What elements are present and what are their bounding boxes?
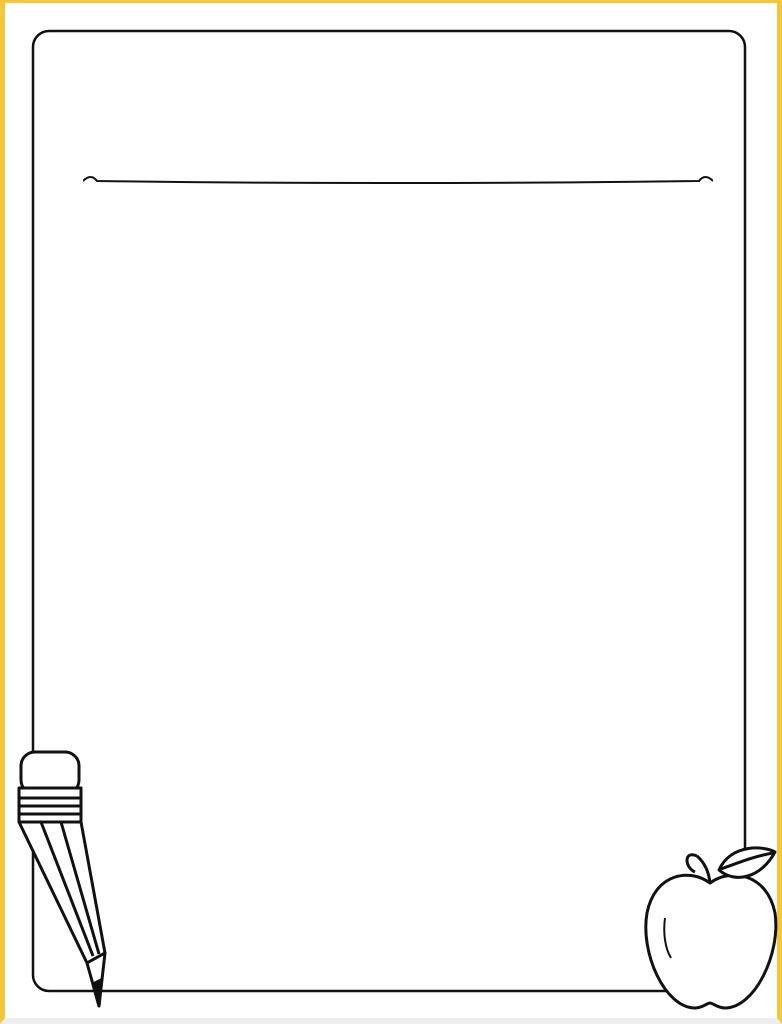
- banner-string: [83, 171, 713, 231]
- pencil-icon: [13, 748, 113, 1018]
- apple-icon: [635, 838, 782, 1013]
